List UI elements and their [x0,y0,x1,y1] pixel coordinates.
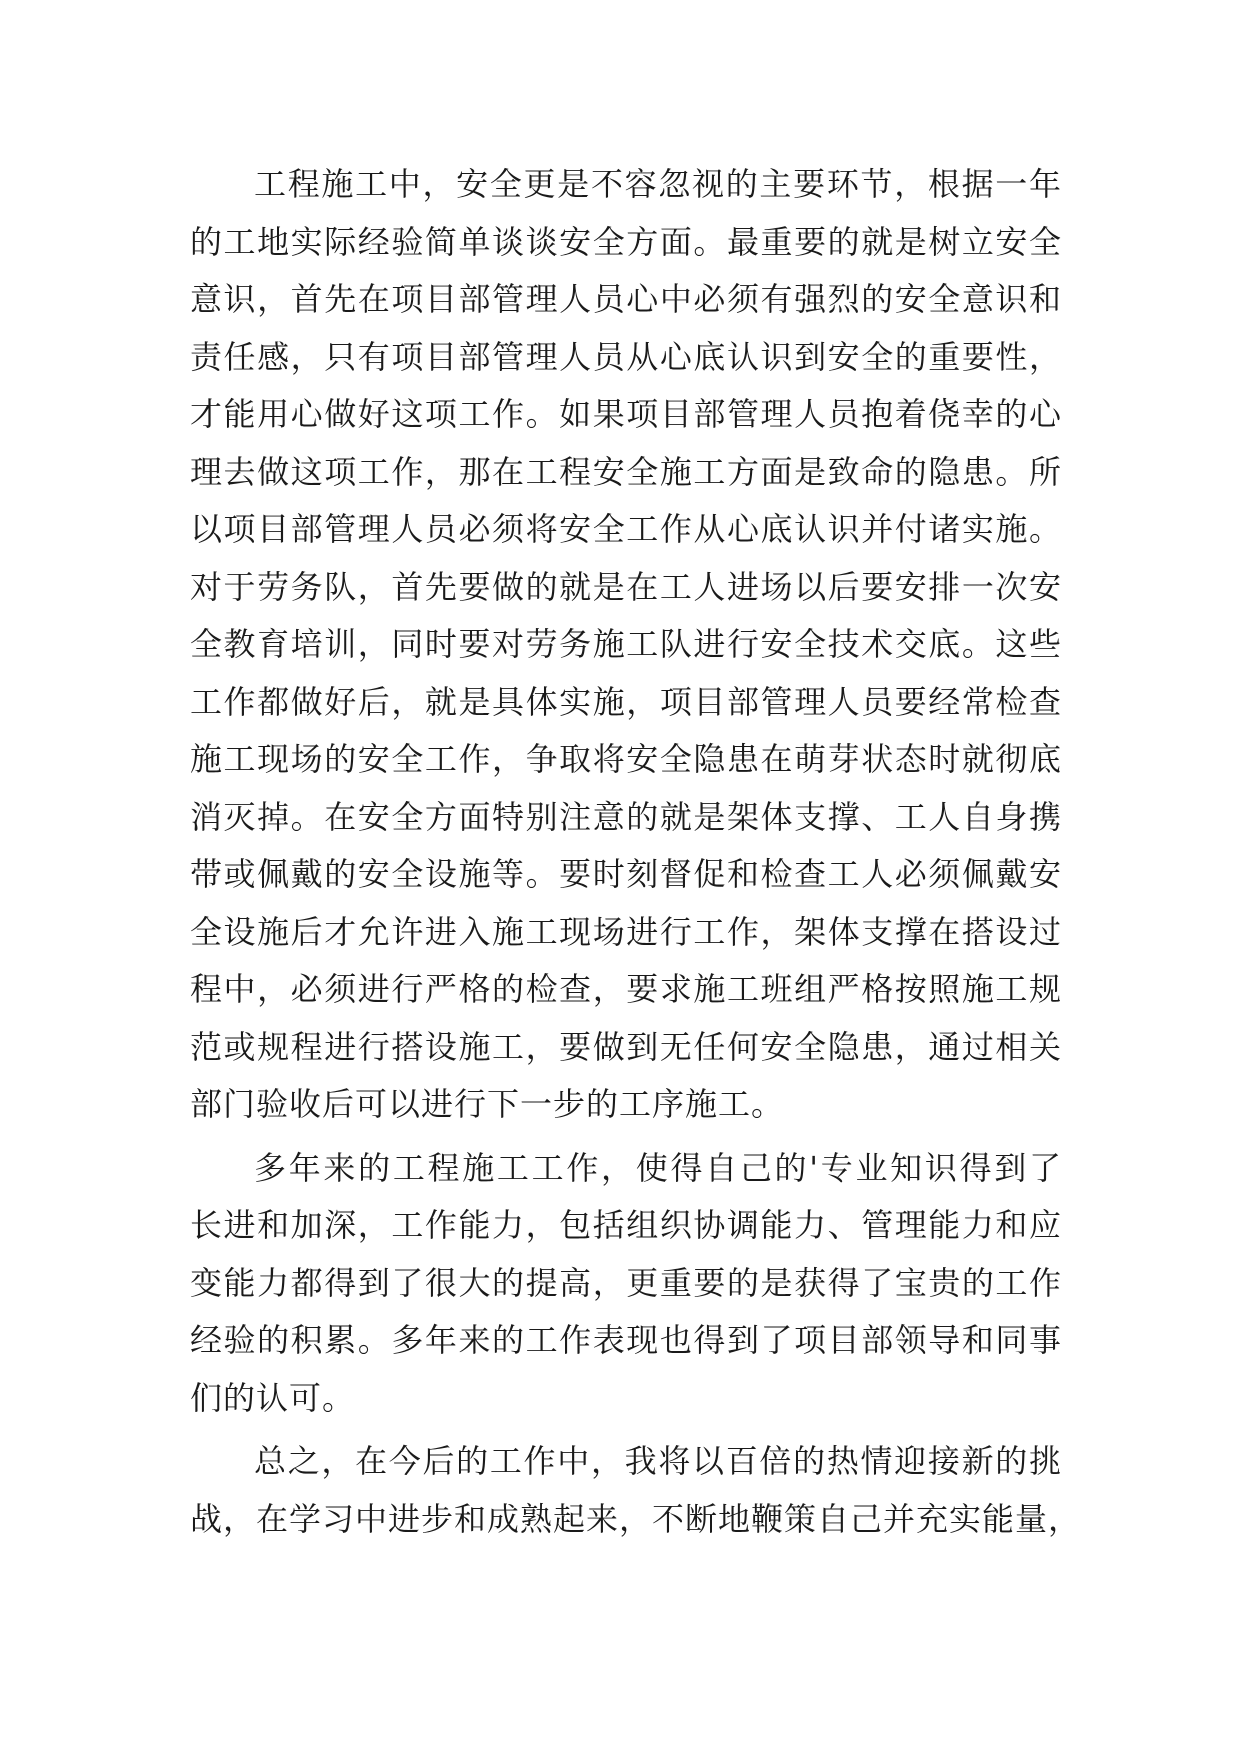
paragraph-line: 意识，首先在项目部管理人员心中必须有强烈的安全意识和 [190,280,1062,318]
paragraph-3 [190,1433,1082,1548]
paragraph-line: 范或规程进行搭设施工，要做到无任何安全隐患，通过相关 [190,1027,1062,1066]
paragraph-line: 以项目部管理人员必须将安全工作从心底认识并付诸实施。 [190,510,1062,548]
paragraph-line: 长进和加深，工作能力，包括组织协调能力、管理能力和应 [190,1206,1062,1244]
paragraph-line: 程中，必须进行严格的检查，要求施工班组严格按照施工规 [190,970,1062,1008]
paragraph-2 [190,1140,1062,1428]
paragraph-line: 的工地实际经验简单谈谈安全方面。最重要的就是树立安全 [190,222,1062,261]
paragraph-line: 工程施工中，安全更是不容忽视的主要环节，根据一年 [254,165,1062,203]
paragraph-1 [190,156,1062,1134]
paragraph-line: 经验的积累。多年来的工作表现也得到了项目部领导和同事 [190,1321,1062,1359]
paragraph-line: 总之，在今后的工作中，我将以百倍的热情迎接新的挑 [254,1442,1062,1480]
paragraph-line: 工作都做好后，就是具体实施，项目部管理人员要经常检查 [190,682,1062,721]
paragraph-line: 变能力都得到了很大的提高，更重要的是获得了宝贵的工作 [190,1263,1062,1302]
paragraph-line: 全教育培训，同时要对劳务施工队进行安全技术交底。这些 [190,625,1062,663]
paragraph-line: 部门验收后可以进行下一步的工序施工。 [190,1085,785,1123]
paragraph-line: 战，在学习中进步和成熟起来，不断地鞭策自己并充实能量， [190,1499,1082,1538]
paragraph-line: 施工现场的安全工作，争取将安全隐患在萌芽状态时就彻底 [190,740,1062,778]
paragraph-line: 才能用心做好这项工作。如果项目部管理人员抱着侥幸的心 [190,395,1062,433]
paragraph-line: 理去做这项工作，那在工程安全施工方面是致命的隐患。所 [190,452,1062,491]
paragraph-line: 们的认可。 [190,1378,356,1417]
paragraph-line: 全设施后才允许进入施工现场进行工作，架体支撑在搭设过 [190,912,1062,951]
paragraph-line: 责任感，只有项目部管理人员从心底认识到安全的重要性， [190,337,1062,376]
paragraph-line: 消灭掉。在安全方面特别注意的就是架体支撑、工人自身携 [190,797,1062,836]
document-body [190,156,1082,1548]
paragraph-line: 带或佩戴的安全设施等。要时刻督促和检查工人必须佩戴安 [190,855,1062,893]
paragraph-line: 对于劳务队，首先要做的就是在工人进场以后要安排一次安 [190,567,1062,606]
paragraph-line: 多年来的工程施工工作，使得自己的'专业知识得到了 [254,1148,1062,1187]
